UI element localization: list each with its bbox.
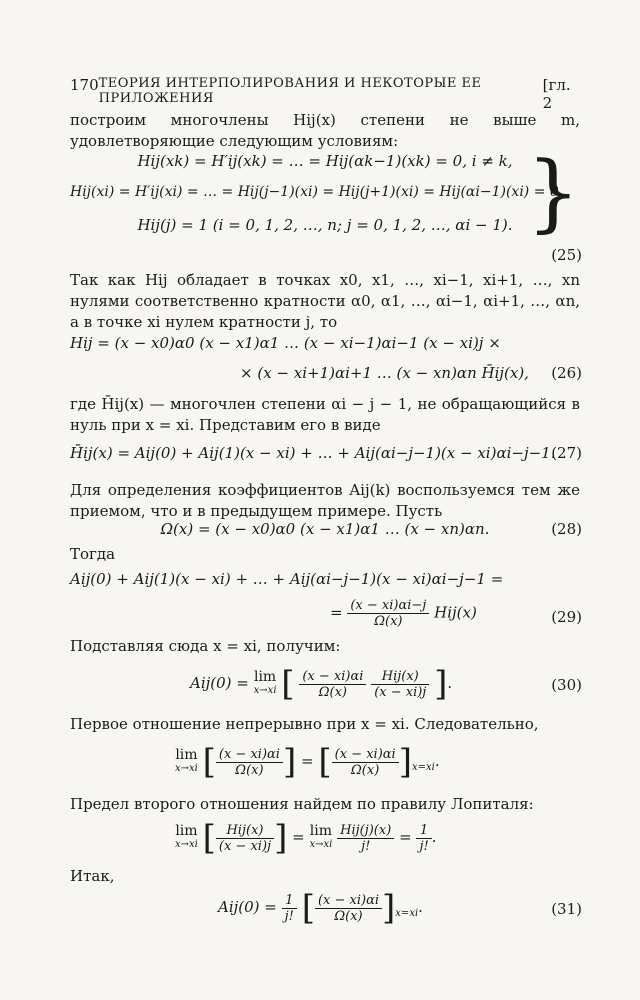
eq26-line2: × (x − xi+1)αi+1 … (x − xn)αn H̄ij(x), (240, 364, 529, 382)
eq25-line3: Hij(j) = 1 (i = 0, 1, 2, …, n; j = 0, 1, 2, …, αi − 1). (137, 216, 513, 234)
eq31: Aij(0) = $\frac{1}{j!}$ [ $\frac{(x - xi)\alpha i}{\Omega(x)}$ ]$_{x=xi}$. (218, 888, 423, 928)
running-header (70, 76, 580, 112)
eq26-number: (26) (551, 364, 582, 382)
eq-lhopital: lim x→xi [ $\frac{\text{Hij(x)}}{(x - xi)j}$ ] = lim x→xi $\frac{\text{Hij(j)(x)}}{j!}$ = $\frac{1}{j!}$ . (175, 818, 437, 858)
eq29-number: (29) (551, 608, 582, 626)
eq28: Ω(x) = (x − x0)α0 (x − x1)α1 … (x − xn)αn. (160, 520, 490, 538)
eq25-line2: Hij(xi) = H′ij(xi) = … = Hij(j−1)(xi) = Hij(j+1)(xi) = Hij(αi−1)(xi) = 0, (70, 184, 564, 200)
limit-operator: lim x→xi (253, 669, 277, 696)
paragraph-5: Тогда (70, 545, 116, 563)
eq29-fraction: $\frac{(x - xi)\alpha i-j}{\Omega(x)}$ (347, 598, 429, 629)
eq26-line1: Hij = (x − x0)α0 (x − x1)α1 … (x − xi−1)αi−1 (x − xi)j × (70, 334, 501, 352)
eq31-number: (31) (551, 900, 582, 918)
eq30: Aij(0) = lim x→xi [ $\frac{(x - xi)\alpha i}{\Omega(x)}$ $\frac{\text{Hij(x)}}{(x - xi)j}$ ]. (190, 664, 453, 704)
eq28-number: (28) (551, 520, 582, 538)
eq25-number: (25) (551, 246, 582, 264)
page-number: 170 (70, 76, 99, 94)
paragraph-8: Предел второго отношения найдем по правилу Лопиталя: (70, 795, 534, 813)
eq29-line1: Aij(0) + Aij(1)(x − xi) + … + Aij(αi−j−1)(x − xi)αi−j−1 = (70, 570, 504, 588)
paragraph-3: где H̄ij(x) — многочлен степени αi − j − 1, не обращающийся в нуль при x = xi. Представим его в виде (70, 395, 580, 434)
paragraph-2: Так как Hij обладает в точках x0, x1, …, xi−1, xi+1, …, xn нулями соответственно кратности α0, α1, …, αi−1, αi+1, …, αn, а в точке xi нулем кратности j, то (70, 271, 580, 331)
paragraph-4: Для определения коэффициентов Aij(k) воспользуемся тем же приемом, что и в предыдущем примере. Пусть (70, 481, 580, 520)
running-title: ТЕОРИЯ ИНТЕРПОЛИРОВАНИЯ И НЕКОТОРЫЕ ЕЕ ПРИЛОЖЕНИЯ (98, 76, 482, 106)
eq27: H̄ij(x) = Aij(0) + Aij(1)(x − xi) + … + Aij(αi−j−1)(x − xi)αi−j−1. (70, 444, 556, 462)
eq27-number: (27) (551, 444, 582, 462)
paragraph-6: Подставляя сюда x = xi, получим: (70, 637, 341, 655)
eq-limit-1: lim x→xi [ $\frac{(x - xi)\alpha i}{\Omega(x)}$ ] = [ $\frac{(x - xi)\alpha i}{\Omega(x)}$ ]$_{x=xi}$. (175, 742, 440, 782)
eq29-line2: = $\frac{(x - xi)\alpha i-j}{\Omega(x)}$ Hij(x) (330, 598, 477, 629)
paragraph-9: Итак, (70, 867, 115, 885)
system-brace: } (526, 143, 580, 241)
eq30-number: (30) (551, 676, 582, 694)
chapter-ref: [гл. 2 (542, 76, 571, 112)
paragraph-1: построим многочлены Hij(x) степени не выше m, удовлетворяющие следующим условиям: (70, 111, 580, 150)
paragraph-7: Первое отношение непрерывно при x = xi. Следовательно, (70, 715, 539, 733)
eq25-line1: Hij(xk) = H′ij(xk) = … = Hij(αk−1)(xk) = 0, i ≠ k, (137, 152, 513, 170)
